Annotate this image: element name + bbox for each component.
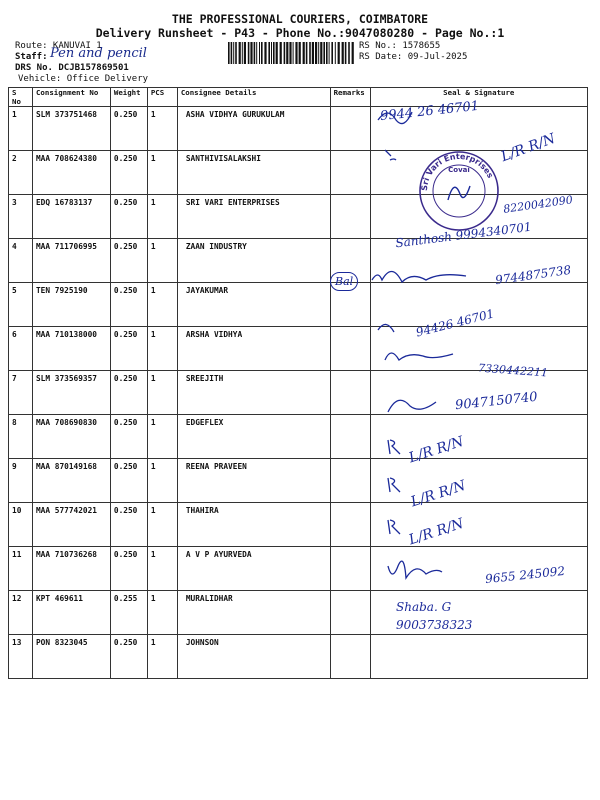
barcode-bar (231, 42, 233, 64)
cell-pcs: 1 (147, 327, 177, 371)
cell-consignment: SLM 373569357 (32, 371, 110, 415)
barcode-bar (273, 42, 275, 64)
barcode-bar (293, 42, 294, 64)
signature-row-11: L/R R/N (406, 515, 466, 549)
barcode-bar (299, 42, 301, 64)
barcode-bar (228, 42, 230, 64)
cell-weight: 0.250 (110, 327, 147, 371)
barcode-bar (276, 42, 278, 64)
barcode (228, 42, 354, 64)
barcode-bar (318, 42, 319, 64)
cell-consignee: REENA PRAVEEN (177, 459, 330, 503)
cell-consignment: MAA 710736268 (32, 547, 110, 591)
barcode-bar (264, 42, 266, 64)
phone-row-4a: 8220042090 (502, 193, 574, 216)
cell-consignee: SANTHIVISALAKSHI (177, 151, 330, 195)
cell-pcs: 1 (147, 635, 177, 679)
signature-row-2: L/R R/N (498, 130, 558, 166)
rs-date: RS Date: 09-Jul-2025 (359, 52, 468, 62)
cell-pcs: 1 (147, 151, 177, 195)
cell-remarks (330, 415, 370, 459)
cell-pcs: 1 (147, 371, 177, 415)
barcode-bar (280, 42, 282, 64)
cell-weight: 0.250 (110, 547, 147, 591)
seal-stamp (418, 150, 500, 232)
cell-sno: 5 (9, 283, 33, 327)
cell-pcs: 1 (147, 459, 177, 503)
cell-remarks (330, 151, 370, 195)
route-label: Route: KANUVAI 1 (15, 41, 102, 51)
cell-remarks (330, 591, 370, 635)
barcode-bar (323, 42, 325, 64)
phone-row-13: 9003738323 (396, 618, 473, 632)
drs-label: DRS No. DCJB157869501 (15, 63, 129, 73)
stamp-city: Covai (448, 166, 470, 174)
col-header-remarks: Remarks (330, 88, 370, 107)
cell-remarks (330, 459, 370, 503)
barcode-bar (254, 42, 256, 64)
barcode-bar (271, 42, 272, 64)
cell-weight: 0.250 (110, 107, 147, 151)
runsheet-table (8, 87, 588, 679)
barcode-bar (256, 42, 257, 64)
cell-signature (370, 635, 587, 679)
col-header-sno: S No (9, 88, 33, 107)
table-row (9, 107, 588, 151)
stamp-ring-text: Sri Vari Enterprises (419, 151, 495, 192)
cell-sno: 8 (9, 415, 33, 459)
cell-remarks (330, 503, 370, 547)
signature-row-9: L/R R/N (406, 433, 466, 467)
barcode-bar (233, 42, 234, 64)
cell-remarks (330, 371, 370, 415)
barcode-bar (261, 42, 263, 64)
barcode-bar (284, 42, 286, 64)
cell-consignment: MAA 708624380 (32, 151, 110, 195)
cell-sno: 11 (9, 547, 33, 591)
cell-remarks (330, 327, 370, 371)
signature-row-10: L/R R/N (408, 477, 468, 511)
cell-consignment: PON 8323045 (32, 635, 110, 679)
cell-weight: 0.250 (110, 415, 147, 459)
cell-consignee: A V P AYURVEDA (177, 547, 330, 591)
company-name: THE PROFESSIONAL COURIERS, COIMBATORE (171, 12, 429, 26)
barcode-bar (338, 42, 340, 64)
cell-consignment: EDQ 16783137 (32, 195, 110, 239)
table-row (9, 591, 588, 635)
signature-row-13: Shaba. G (396, 600, 452, 614)
table-header-row (9, 88, 588, 107)
phone-row-12: 9655 245092 (484, 563, 566, 587)
barcode-bar (331, 42, 333, 64)
cell-consignment: SLM 373751468 (32, 107, 110, 151)
barcode-bar (248, 42, 250, 64)
cell-pcs: 1 (147, 107, 177, 151)
barcode-bar (268, 42, 270, 64)
cell-weight: 0.250 (110, 635, 147, 679)
rs-number: RS No.: 1578655 (359, 41, 441, 51)
cell-pcs: 1 (147, 415, 177, 459)
cell-weight: 0.250 (110, 459, 147, 503)
cell-signature (370, 415, 587, 459)
signature-row-4: Santhosh 9994340701 (394, 219, 533, 251)
cell-weight: 0.255 (110, 591, 147, 635)
cell-weight: 0.250 (110, 151, 147, 195)
phone-row-5: 9744875738 (494, 262, 572, 288)
barcode-bar (320, 42, 322, 64)
cell-pcs: 1 (147, 547, 177, 591)
barcode-bar (306, 42, 308, 64)
cell-remarks (330, 107, 370, 151)
col-header-consignment: Consignment No (32, 88, 110, 107)
barcode-bar (335, 42, 336, 64)
barcode-bar (312, 42, 314, 64)
table-row (9, 415, 588, 459)
cell-weight: 0.250 (110, 371, 147, 415)
cell-remarks (330, 195, 370, 239)
cell-consignee: JOHNSON (177, 635, 330, 679)
staff-handwritten: Pen and pencil (50, 46, 147, 61)
staff-label: Staff: (15, 52, 48, 62)
cell-consignee: ASHA VIDHYA GURUKULAM (177, 107, 330, 151)
cell-consignee: SREEJITH (177, 371, 330, 415)
cell-consignment: MAA 710138000 (32, 327, 110, 371)
cell-remarks (330, 635, 370, 679)
cell-sno: 12 (9, 591, 33, 635)
cell-pcs: 1 (147, 283, 177, 327)
barcode-bar (259, 42, 260, 64)
table-row (9, 635, 588, 679)
col-header-seal: Seal & Signature (370, 88, 587, 107)
cell-sno: 9 (9, 459, 33, 503)
cell-weight: 0.250 (110, 503, 147, 547)
barcode-bar (235, 42, 237, 64)
table-row (9, 283, 588, 327)
col-header-weight: Weight (110, 88, 147, 107)
barcode-bar (242, 42, 243, 64)
cell-weight: 0.250 (110, 195, 147, 239)
table-row (9, 459, 588, 503)
vehicle-label: Vehicle: Office Delivery (18, 74, 149, 84)
cell-consignee: EDGEFLEX (177, 415, 330, 459)
cell-signature (370, 503, 587, 547)
cell-sno: 13 (9, 635, 33, 679)
cell-sno: 2 (9, 151, 33, 195)
cell-consignment: MAA 708690830 (32, 415, 110, 459)
barcode-bar (250, 42, 252, 64)
cell-weight: 0.250 (110, 283, 147, 327)
cell-remarks (330, 547, 370, 591)
col-header-consignee: Consignee Details (177, 88, 330, 107)
barcode-bar (295, 42, 297, 64)
cell-consignee: JAYAKUMAR (177, 283, 330, 327)
phone-row-8: 9047150740 (454, 389, 539, 414)
table-row (9, 503, 588, 547)
phone-row-7: 7330442211 (477, 361, 549, 380)
cell-consignment: MAA 577742021 (32, 503, 110, 547)
cell-sno: 7 (9, 371, 33, 415)
cell-consignee: THAHIRA (177, 503, 330, 547)
drs-number: DCJB157869501 (58, 63, 129, 73)
remark-row-5: Bal (330, 272, 358, 291)
cell-pcs: 1 (147, 239, 177, 283)
barcode-bar (244, 42, 246, 64)
cell-sno: 6 (9, 327, 33, 371)
cell-sno: 10 (9, 503, 33, 547)
barcode-bar (329, 42, 330, 64)
runsheet-title: Delivery Runsheet - P43 - Phone No.:9047080280 - Page No.:1 (95, 26, 505, 40)
cell-pcs: 1 (147, 591, 177, 635)
barcode-bar (289, 42, 291, 64)
signature-row-6: 94426 46701 (414, 306, 496, 340)
cell-signature (370, 459, 587, 503)
cell-consignee: ARSHA VIDHYA (177, 327, 330, 371)
col-header-pcs: PCS (147, 88, 177, 107)
cell-consignment: KPT 469611 (32, 591, 110, 635)
cell-sno: 1 (9, 107, 33, 151)
barcode-bar (352, 42, 354, 64)
cell-pcs: 1 (147, 195, 177, 239)
barcode-bar (286, 42, 288, 64)
barcode-bar (345, 42, 347, 64)
cell-consignment: TEN 7925190 (32, 283, 110, 327)
cell-consignee: SRI VARI ENTERPRISES (177, 195, 330, 239)
cell-consignment: MAA 870149168 (32, 459, 110, 503)
barcode-bar (342, 42, 344, 64)
cell-sno: 3 (9, 195, 33, 239)
barcode-bar (348, 42, 350, 64)
cell-sno: 4 (9, 239, 33, 283)
barcode-bar (315, 42, 317, 64)
cell-consignee: MURALIDHAR (177, 591, 330, 635)
barcode-bar (239, 42, 241, 64)
cell-pcs: 1 (147, 503, 177, 547)
signature-row-1: 9944 26 46701 (379, 98, 480, 125)
cell-consignment: MAA 711706995 (32, 239, 110, 283)
barcode-bar (326, 42, 328, 64)
cell-consignee: ZAAN INDUSTRY (177, 239, 330, 283)
barcode-bar (303, 42, 305, 64)
cell-weight: 0.250 (110, 239, 147, 283)
barcode-bar (309, 42, 311, 64)
